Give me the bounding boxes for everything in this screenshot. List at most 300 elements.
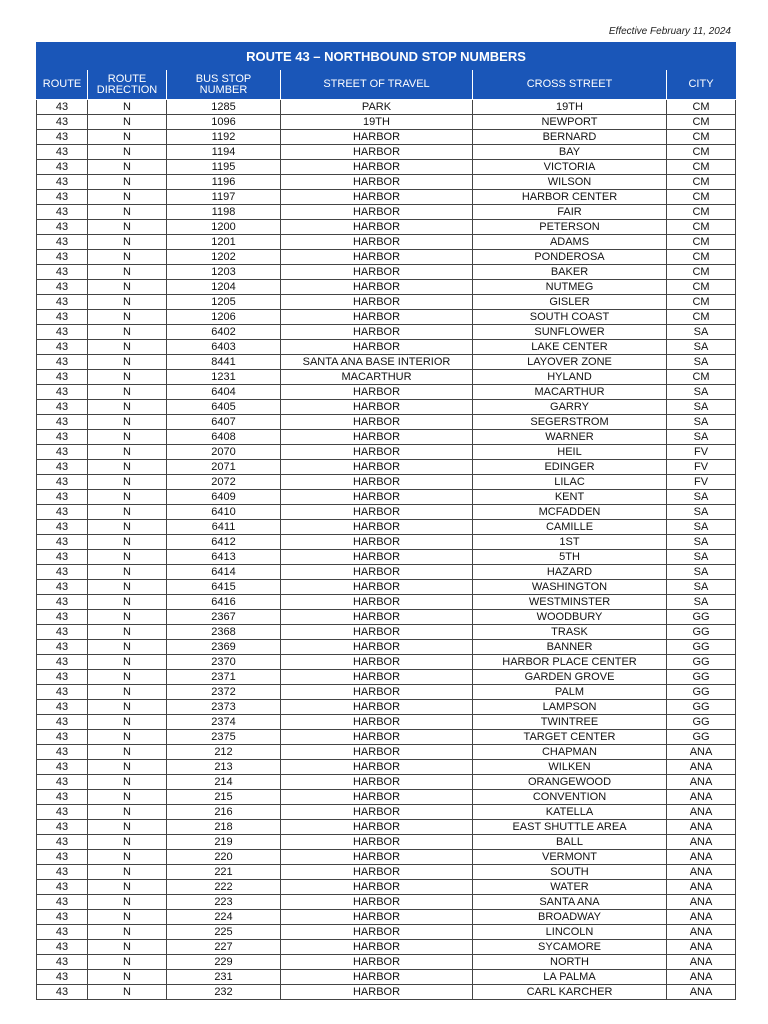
cross-street-cell: BROADWAY: [473, 910, 667, 925]
street-cell: HARBOR: [281, 745, 473, 760]
direction-cell: N: [88, 550, 167, 565]
stop-number-cell: 1195: [167, 160, 281, 175]
city-cell: CM: [667, 175, 736, 190]
table-row: [37, 790, 736, 805]
table-row: [37, 475, 736, 490]
city-cell: SA: [667, 550, 736, 565]
route-cell: 43: [37, 295, 88, 310]
direction-cell: N: [88, 805, 167, 820]
direction-cell: N: [88, 250, 167, 265]
direction-cell: N: [88, 760, 167, 775]
street-cell: HARBOR: [281, 805, 473, 820]
route-cell: 43: [37, 160, 88, 175]
city-cell: ANA: [667, 745, 736, 760]
city-cell: ANA: [667, 880, 736, 895]
table-row: [37, 175, 736, 190]
direction-cell: N: [88, 535, 167, 550]
street-cell: HARBOR: [281, 985, 473, 1000]
table-row: [37, 625, 736, 640]
street-cell: HARBOR: [281, 655, 473, 670]
direction-cell: N: [88, 970, 167, 985]
table-row: [37, 880, 736, 895]
direction-cell: N: [88, 175, 167, 190]
cross-street-cell: BAKER: [473, 265, 667, 280]
city-cell: CM: [667, 130, 736, 145]
cross-street-cell: CAMILLE: [473, 520, 667, 535]
table-row: [37, 340, 736, 355]
direction-cell: N: [88, 670, 167, 685]
street-cell: HARBOR: [281, 580, 473, 595]
stop-number-cell: 2367: [167, 610, 281, 625]
stop-number-cell: 2368: [167, 625, 281, 640]
cross-street-cell: 1ST: [473, 535, 667, 550]
table-row: [37, 865, 736, 880]
cross-street-cell: LINCOLN: [473, 925, 667, 940]
street-cell: HARBOR: [281, 790, 473, 805]
city-cell: GG: [667, 730, 736, 745]
route-cell: 43: [37, 220, 88, 235]
direction-cell: N: [88, 325, 167, 340]
stop-numbers-table: [36, 42, 736, 1000]
stop-number-cell: 6413: [167, 550, 281, 565]
stop-number-cell: 1192: [167, 130, 281, 145]
city-cell: CM: [667, 160, 736, 175]
direction-cell: N: [88, 340, 167, 355]
stop-number-cell: 222: [167, 880, 281, 895]
route-cell: 43: [37, 955, 88, 970]
direction-cell: N: [88, 880, 167, 895]
table-row: [37, 925, 736, 940]
table-row: [37, 580, 736, 595]
table-row: [37, 385, 736, 400]
street-cell: 19TH: [281, 115, 473, 130]
direction-cell: N: [88, 940, 167, 955]
direction-cell: N: [88, 145, 167, 160]
city-cell: FV: [667, 445, 736, 460]
city-cell: SA: [667, 325, 736, 340]
cross-street-cell: HARBOR PLACE CENTER: [473, 655, 667, 670]
route-cell: 43: [37, 910, 88, 925]
cross-street-cell: BANNER: [473, 640, 667, 655]
street-cell: HARBOR: [281, 940, 473, 955]
stop-number-cell: 232: [167, 985, 281, 1000]
city-cell: ANA: [667, 820, 736, 835]
route-cell: 43: [37, 745, 88, 760]
route-cell: 43: [37, 460, 88, 475]
table-row: [37, 325, 736, 340]
route-cell: 43: [37, 985, 88, 1000]
stop-number-cell: 8441: [167, 355, 281, 370]
route-cell: 43: [37, 235, 88, 250]
street-cell: HARBOR: [281, 820, 473, 835]
direction-cell: N: [88, 400, 167, 415]
route-cell: 43: [37, 340, 88, 355]
route-cell: 43: [37, 265, 88, 280]
direction-cell: N: [88, 865, 167, 880]
direction-cell: N: [88, 895, 167, 910]
city-cell: CM: [667, 205, 736, 220]
direction-cell: N: [88, 505, 167, 520]
stop-number-cell: 220: [167, 850, 281, 865]
street-cell: HARBOR: [281, 520, 473, 535]
direction-cell: N: [88, 640, 167, 655]
city-cell: ANA: [667, 865, 736, 880]
direction-cell: N: [88, 595, 167, 610]
table-row: [37, 145, 736, 160]
route-cell: 43: [37, 925, 88, 940]
table-row: [37, 565, 736, 580]
direction-cell: N: [88, 790, 167, 805]
stop-number-cell: 224: [167, 910, 281, 925]
direction-cell: N: [88, 520, 167, 535]
street-cell: HARBOR: [281, 565, 473, 580]
street-cell: HARBOR: [281, 895, 473, 910]
stop-number-cell: 6416: [167, 595, 281, 610]
street-cell: HARBOR: [281, 460, 473, 475]
table-row: [37, 265, 736, 280]
route-cell: 43: [37, 400, 88, 415]
street-cell: HARBOR: [281, 670, 473, 685]
stop-number-cell: 215: [167, 790, 281, 805]
city-cell: ANA: [667, 895, 736, 910]
cross-street-cell: TARGET CENTER: [473, 730, 667, 745]
direction-cell: N: [88, 730, 167, 745]
cross-street-cell: WILSON: [473, 175, 667, 190]
table-row: [37, 190, 736, 205]
table-row: [37, 460, 736, 475]
street-cell: HARBOR: [281, 625, 473, 640]
city-cell: CM: [667, 280, 736, 295]
route-cell: 43: [37, 670, 88, 685]
direction-cell: N: [88, 925, 167, 940]
cross-street-cell: FAIR: [473, 205, 667, 220]
street-cell: HARBOR: [281, 550, 473, 565]
cross-street-cell: TRASK: [473, 625, 667, 640]
stop-number-cell: 6405: [167, 400, 281, 415]
route-cell: 43: [37, 280, 88, 295]
street-cell: HARBOR: [281, 340, 473, 355]
table-row: [37, 115, 736, 130]
direction-cell: N: [88, 160, 167, 175]
stop-number-cell: 6409: [167, 490, 281, 505]
city-cell: CM: [667, 190, 736, 205]
stop-number-cell: 1198: [167, 205, 281, 220]
city-cell: ANA: [667, 805, 736, 820]
table-row: [37, 595, 736, 610]
route-cell: 43: [37, 550, 88, 565]
city-cell: GG: [667, 670, 736, 685]
cross-street-cell: SUNFLOWER: [473, 325, 667, 340]
direction-cell: N: [88, 100, 167, 115]
direction-cell: N: [88, 910, 167, 925]
city-cell: GG: [667, 715, 736, 730]
direction-cell: N: [88, 955, 167, 970]
direction-cell: N: [88, 370, 167, 385]
city-cell: ANA: [667, 910, 736, 925]
city-cell: SA: [667, 520, 736, 535]
stop-number-cell: 223: [167, 895, 281, 910]
street-cell: HARBOR: [281, 595, 473, 610]
route-cell: 43: [37, 760, 88, 775]
route-cell: 43: [37, 970, 88, 985]
route-cell: 43: [37, 385, 88, 400]
route-cell: 43: [37, 325, 88, 340]
direction-cell: N: [88, 775, 167, 790]
direction-cell: N: [88, 565, 167, 580]
cross-street-cell: BAY: [473, 145, 667, 160]
route-cell: 43: [37, 130, 88, 145]
route-cell: 43: [37, 655, 88, 670]
table-row: [37, 445, 736, 460]
cross-street-cell: KENT: [473, 490, 667, 505]
city-cell: ANA: [667, 790, 736, 805]
cross-street-cell: HARBOR CENTER: [473, 190, 667, 205]
table-row: [37, 955, 736, 970]
stop-number-cell: 1204: [167, 280, 281, 295]
route-cell: 43: [37, 100, 88, 115]
street-cell: HARBOR: [281, 175, 473, 190]
street-cell: HARBOR: [281, 130, 473, 145]
stop-number-cell: 213: [167, 760, 281, 775]
street-cell: PARK: [281, 100, 473, 115]
stop-number-cell: 1202: [167, 250, 281, 265]
table-body: [37, 100, 736, 1000]
header-street-of-travel: STREET OF TRAVEL: [281, 70, 473, 100]
cross-street-cell: LILAC: [473, 475, 667, 490]
stop-number-cell: 2375: [167, 730, 281, 745]
route-cell: 43: [37, 190, 88, 205]
cross-street-cell: MACARTHUR: [473, 385, 667, 400]
table-row: [37, 205, 736, 220]
stop-number-cell: 214: [167, 775, 281, 790]
route-cell: 43: [37, 820, 88, 835]
header-city: CITY: [667, 70, 736, 100]
city-cell: GG: [667, 640, 736, 655]
cross-street-cell: SOUTH COAST: [473, 310, 667, 325]
table-row: [37, 730, 736, 745]
cross-street-cell: EDINGER: [473, 460, 667, 475]
table-row: [37, 535, 736, 550]
direction-cell: N: [88, 835, 167, 850]
street-cell: HARBOR: [281, 850, 473, 865]
city-cell: ANA: [667, 955, 736, 970]
stop-number-cell: 1196: [167, 175, 281, 190]
stop-number-cell: 229: [167, 955, 281, 970]
header-bus-stop-number: BUS STOP NUMBER: [167, 70, 281, 100]
cross-street-cell: BERNARD: [473, 130, 667, 145]
route-cell: 43: [37, 775, 88, 790]
city-cell: GG: [667, 685, 736, 700]
direction-cell: N: [88, 460, 167, 475]
street-cell: HARBOR: [281, 310, 473, 325]
route-cell: 43: [37, 610, 88, 625]
stop-number-cell: 6412: [167, 535, 281, 550]
street-cell: HARBOR: [281, 505, 473, 520]
city-cell: SA: [667, 430, 736, 445]
route-cell: 43: [37, 565, 88, 580]
route-cell: 43: [37, 625, 88, 640]
city-cell: CM: [667, 235, 736, 250]
cross-street-cell: PALM: [473, 685, 667, 700]
route-cell: 43: [37, 685, 88, 700]
stop-number-cell: 6407: [167, 415, 281, 430]
city-cell: CM: [667, 295, 736, 310]
cross-street-cell: NORTH: [473, 955, 667, 970]
city-cell: ANA: [667, 850, 736, 865]
street-cell: HARBOR: [281, 235, 473, 250]
city-cell: GG: [667, 655, 736, 670]
street-cell: HARBOR: [281, 265, 473, 280]
table-row: [37, 415, 736, 430]
street-cell: HARBOR: [281, 160, 473, 175]
direction-cell: N: [88, 610, 167, 625]
direction-cell: N: [88, 415, 167, 430]
direction-cell: N: [88, 235, 167, 250]
cross-street-cell: SOUTH: [473, 865, 667, 880]
street-cell: HARBOR: [281, 685, 473, 700]
table-row: [37, 655, 736, 670]
table-row: [37, 100, 736, 115]
cross-street-cell: WESTMINSTER: [473, 595, 667, 610]
direction-cell: N: [88, 265, 167, 280]
route-cell: 43: [37, 790, 88, 805]
cross-street-cell: GARRY: [473, 400, 667, 415]
city-cell: SA: [667, 505, 736, 520]
street-cell: SANTA ANA BASE INTERIOR: [281, 355, 473, 370]
stop-number-cell: 6404: [167, 385, 281, 400]
route-cell: 43: [37, 535, 88, 550]
city-cell: SA: [667, 340, 736, 355]
stop-number-cell: 6403: [167, 340, 281, 355]
cross-street-cell: LAKE CENTER: [473, 340, 667, 355]
city-cell: ANA: [667, 970, 736, 985]
cross-street-cell: ORANGEWOOD: [473, 775, 667, 790]
street-cell: HARBOR: [281, 430, 473, 445]
table-title: ROUTE 43 – NORTHBOUND STOP NUMBERS: [37, 43, 736, 70]
direction-cell: N: [88, 745, 167, 760]
cross-street-cell: NUTMEG: [473, 280, 667, 295]
route-cell: 43: [37, 310, 88, 325]
table-row: [37, 520, 736, 535]
table-row: [37, 685, 736, 700]
cross-street-cell: LAYOVER ZONE: [473, 355, 667, 370]
table-row: [37, 370, 736, 385]
stop-number-cell: 2371: [167, 670, 281, 685]
direction-cell: N: [88, 310, 167, 325]
stop-number-cell: 6408: [167, 430, 281, 445]
cross-street-cell: WASHINGTON: [473, 580, 667, 595]
cross-street-cell: SYCAMORE: [473, 940, 667, 955]
street-cell: HARBOR: [281, 910, 473, 925]
cross-street-cell: GISLER: [473, 295, 667, 310]
route-cell: 43: [37, 205, 88, 220]
route-cell: 43: [37, 580, 88, 595]
stop-number-cell: 2071: [167, 460, 281, 475]
stop-number-cell: 221: [167, 865, 281, 880]
stop-number-cell: 6402: [167, 325, 281, 340]
stop-number-cell: 225: [167, 925, 281, 940]
stop-number-cell: 1203: [167, 265, 281, 280]
effective-date: Effective February 11, 2024: [608, 26, 731, 37]
street-cell: HARBOR: [281, 700, 473, 715]
stop-number-cell: 1205: [167, 295, 281, 310]
direction-cell: N: [88, 205, 167, 220]
table-row: [37, 130, 736, 145]
stop-number-cell: 2370: [167, 655, 281, 670]
route-cell: 43: [37, 445, 88, 460]
route-cell: 43: [37, 430, 88, 445]
stop-number-cell: 2373: [167, 700, 281, 715]
city-cell: GG: [667, 625, 736, 640]
route-cell: 43: [37, 250, 88, 265]
route-cell: 43: [37, 595, 88, 610]
direction-cell: N: [88, 685, 167, 700]
table-row: [37, 400, 736, 415]
cross-street-cell: PONDEROSA: [473, 250, 667, 265]
stop-number-cell: 1197: [167, 190, 281, 205]
street-cell: HARBOR: [281, 475, 473, 490]
route-cell: 43: [37, 520, 88, 535]
route-cell: 43: [37, 175, 88, 190]
table-row: [37, 835, 736, 850]
street-cell: HARBOR: [281, 280, 473, 295]
city-cell: SA: [667, 580, 736, 595]
stop-number-cell: 1194: [167, 145, 281, 160]
cross-street-cell: EAST SHUTTLE AREA: [473, 820, 667, 835]
cross-street-cell: WOODBURY: [473, 610, 667, 625]
city-cell: GG: [667, 700, 736, 715]
direction-cell: N: [88, 850, 167, 865]
street-cell: MACARTHUR: [281, 370, 473, 385]
cross-street-cell: ADAMS: [473, 235, 667, 250]
city-cell: SA: [667, 415, 736, 430]
route-cell: 43: [37, 505, 88, 520]
cross-street-cell: NEWPORT: [473, 115, 667, 130]
route-cell: 43: [37, 370, 88, 385]
direction-cell: N: [88, 385, 167, 400]
city-cell: ANA: [667, 775, 736, 790]
street-cell: HARBOR: [281, 715, 473, 730]
street-cell: HARBOR: [281, 880, 473, 895]
cross-street-cell: VERMONT: [473, 850, 667, 865]
table-row: [37, 160, 736, 175]
direction-cell: N: [88, 625, 167, 640]
street-cell: HARBOR: [281, 400, 473, 415]
street-cell: HARBOR: [281, 445, 473, 460]
table-row: [37, 235, 736, 250]
street-cell: HARBOR: [281, 490, 473, 505]
route-cell: 43: [37, 805, 88, 820]
table-row: [37, 250, 736, 265]
stop-number-cell: 6410: [167, 505, 281, 520]
city-cell: GG: [667, 610, 736, 625]
header-cross-street: CROSS STREET: [473, 70, 667, 100]
route-cell: 43: [37, 940, 88, 955]
city-cell: ANA: [667, 760, 736, 775]
cross-street-cell: CHAPMAN: [473, 745, 667, 760]
stop-number-cell: 219: [167, 835, 281, 850]
city-cell: CM: [667, 310, 736, 325]
city-cell: CM: [667, 145, 736, 160]
cross-street-cell: 19TH: [473, 100, 667, 115]
table-row: [37, 940, 736, 955]
cross-street-cell: BALL: [473, 835, 667, 850]
cross-street-cell: PETERSON: [473, 220, 667, 235]
table-row: [37, 610, 736, 625]
street-cell: HARBOR: [281, 760, 473, 775]
cross-street-cell: CONVENTION: [473, 790, 667, 805]
stop-number-cell: 1096: [167, 115, 281, 130]
